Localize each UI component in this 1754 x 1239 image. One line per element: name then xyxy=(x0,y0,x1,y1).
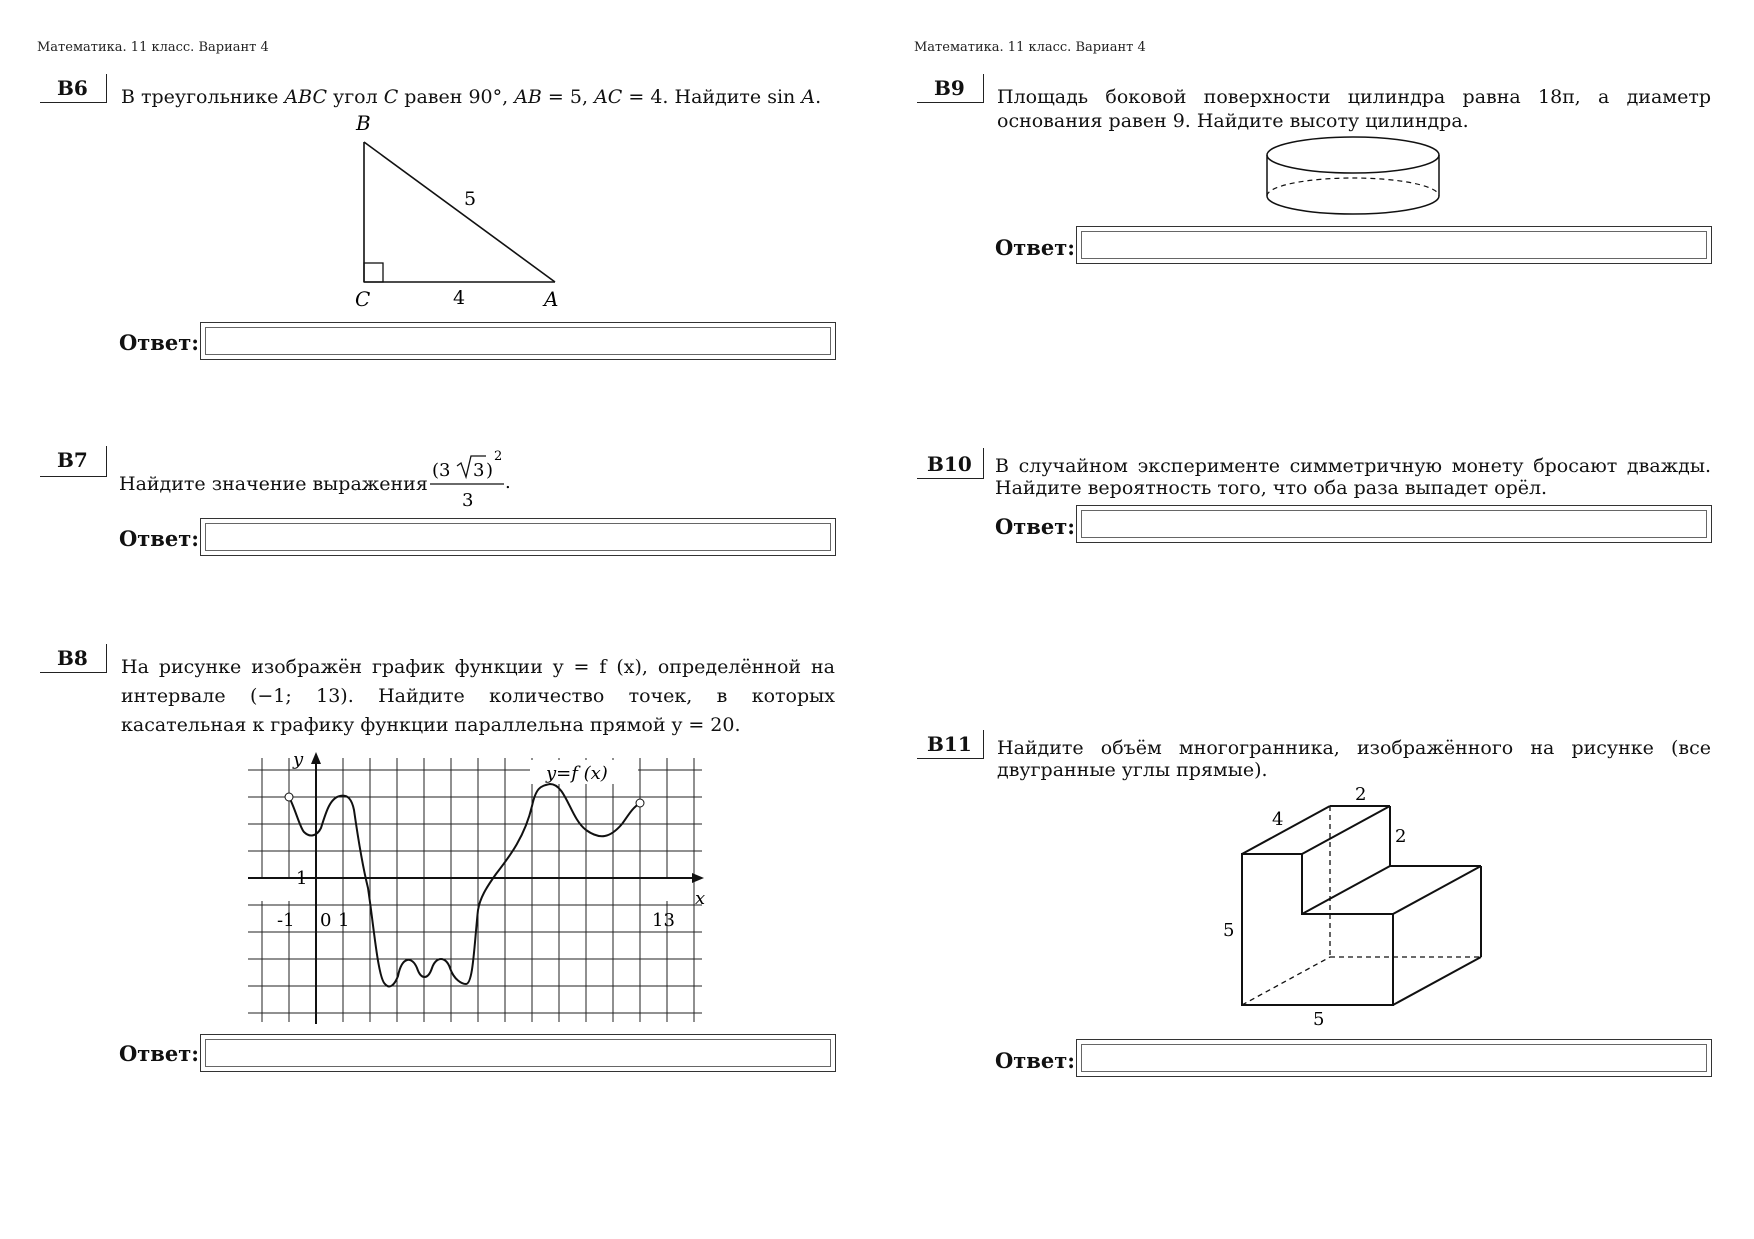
function-graph xyxy=(240,748,710,1028)
page-header-right: Математика. 11 класс. Вариант 4 xyxy=(914,40,1146,55)
tick-label-13: 13 xyxy=(652,910,675,931)
function-label: y=f (x) xyxy=(546,763,608,784)
expression-period: . xyxy=(505,472,511,493)
page-header-left: Математика. 11 класс. Вариант 4 xyxy=(37,40,269,55)
b9-answer-label: Ответ: xyxy=(995,235,1076,260)
cylinder-bottom-front xyxy=(1267,196,1439,214)
triangle-figure xyxy=(340,110,580,315)
cylinder-top xyxy=(1267,137,1439,173)
function-curve xyxy=(289,784,640,986)
exponent: 2 xyxy=(494,449,503,464)
vertex-b-label: B xyxy=(356,111,371,135)
numerator-close: ) xyxy=(486,460,494,481)
task-b7-text: Найдите значение выражения xyxy=(119,473,428,495)
b11-answer-field[interactable] xyxy=(1076,1039,1712,1077)
hypotenuse-length-label: 5 xyxy=(464,188,477,210)
task-b6-label: B6 xyxy=(57,76,88,100)
task-b6-tag-box xyxy=(40,74,107,103)
task-b8-tag-box xyxy=(40,644,107,673)
task-b11-tag-box xyxy=(917,730,984,759)
task-b10-label: B10 xyxy=(927,452,972,476)
task-b10-tag-box xyxy=(917,448,984,479)
b10-answer-field[interactable] xyxy=(1076,505,1712,543)
edge-label-width: 5 xyxy=(1313,1009,1325,1030)
task-b9-label: B9 xyxy=(934,76,965,100)
tick-label-origin: 0 xyxy=(320,910,332,931)
task-b10-text: В случайном эксперименте симметричную монету бросают дважды. Найдите вероятность того, что оба раза выпадет орёл. xyxy=(995,455,1711,499)
edge-label-height: 5 xyxy=(1223,920,1235,941)
b11-answer-label: Ответ: xyxy=(995,1048,1076,1073)
b7-answer-field[interactable] xyxy=(200,518,836,556)
edge-label-top-width: 2 xyxy=(1355,784,1367,805)
edge-label-depth: 4 xyxy=(1272,809,1284,830)
tick-label-y1: 1 xyxy=(296,868,308,889)
task-b6-text: В треугольнике ABC угол C равен 90°, AB = 5, AC = 4. Найдите sin A. xyxy=(121,86,822,108)
root-value: 3 xyxy=(473,460,485,481)
b9-answer-field[interactable] xyxy=(1076,226,1712,264)
x-axis-label: x xyxy=(695,888,706,909)
b7-answer-label: Ответ: xyxy=(119,526,200,551)
open-endpoint-right xyxy=(636,799,644,807)
tick-label-x1: 1 xyxy=(338,910,350,931)
expression-fraction xyxy=(428,446,518,514)
denominator: 3 xyxy=(462,490,474,511)
hypotenuse-ab xyxy=(364,142,555,282)
polyhedron-hidden-edges xyxy=(1242,806,1481,1005)
vertex-a-label: A xyxy=(544,287,559,311)
b8-answer-label: Ответ: xyxy=(119,1041,200,1066)
open-endpoint-left xyxy=(285,793,293,801)
numerator-open: (3 xyxy=(432,460,451,481)
task-b8-label: B8 xyxy=(57,646,88,670)
b6-answer-label: Ответ: xyxy=(119,330,200,355)
polyhedron-figure xyxy=(1210,780,1510,1035)
y-axis-arrow xyxy=(311,752,321,764)
task-b7-label: B7 xyxy=(57,448,88,472)
x-axis-arrow xyxy=(692,873,704,883)
y-axis-label: y xyxy=(293,749,304,770)
task-b7-tag-box xyxy=(40,446,107,477)
edge-label-step-height: 2 xyxy=(1395,826,1407,847)
tick-label-bg-left xyxy=(248,879,290,901)
vertex-c-label: C xyxy=(355,287,371,311)
tick-label-bg-13 xyxy=(644,879,678,901)
b6-answer-field[interactable] xyxy=(200,322,836,360)
task-b11-label: B11 xyxy=(927,732,972,756)
right-angle-mark xyxy=(364,263,383,282)
task-b8-text: На рисунке изображён график функции y = f (x), определённой на интервале (−1; 13). Найдите количество точек, в которых касательная к графику функции параллельна прямой y = 20. xyxy=(121,656,835,736)
task-b9-tag-box xyxy=(917,74,984,103)
cylinder-bottom-back xyxy=(1267,178,1439,196)
task-b9-text: Площадь боковой поверхности цилиндра равна 18π, а диаметр основания равен 9. Найдите высоту цилиндра. xyxy=(997,86,1711,132)
leg-length-label: 4 xyxy=(453,287,466,309)
polyhedron-visible-edges xyxy=(1242,806,1481,1005)
b8-answer-field[interactable] xyxy=(200,1034,836,1072)
tick-label-neg1: -1 xyxy=(277,910,295,931)
b10-answer-label: Ответ: xyxy=(995,514,1076,539)
cylinder-figure xyxy=(1258,132,1444,222)
task-b11-text: Найдите объём многогранника, изображённого на рисунке (все двугранные углы прямые). xyxy=(997,737,1711,781)
